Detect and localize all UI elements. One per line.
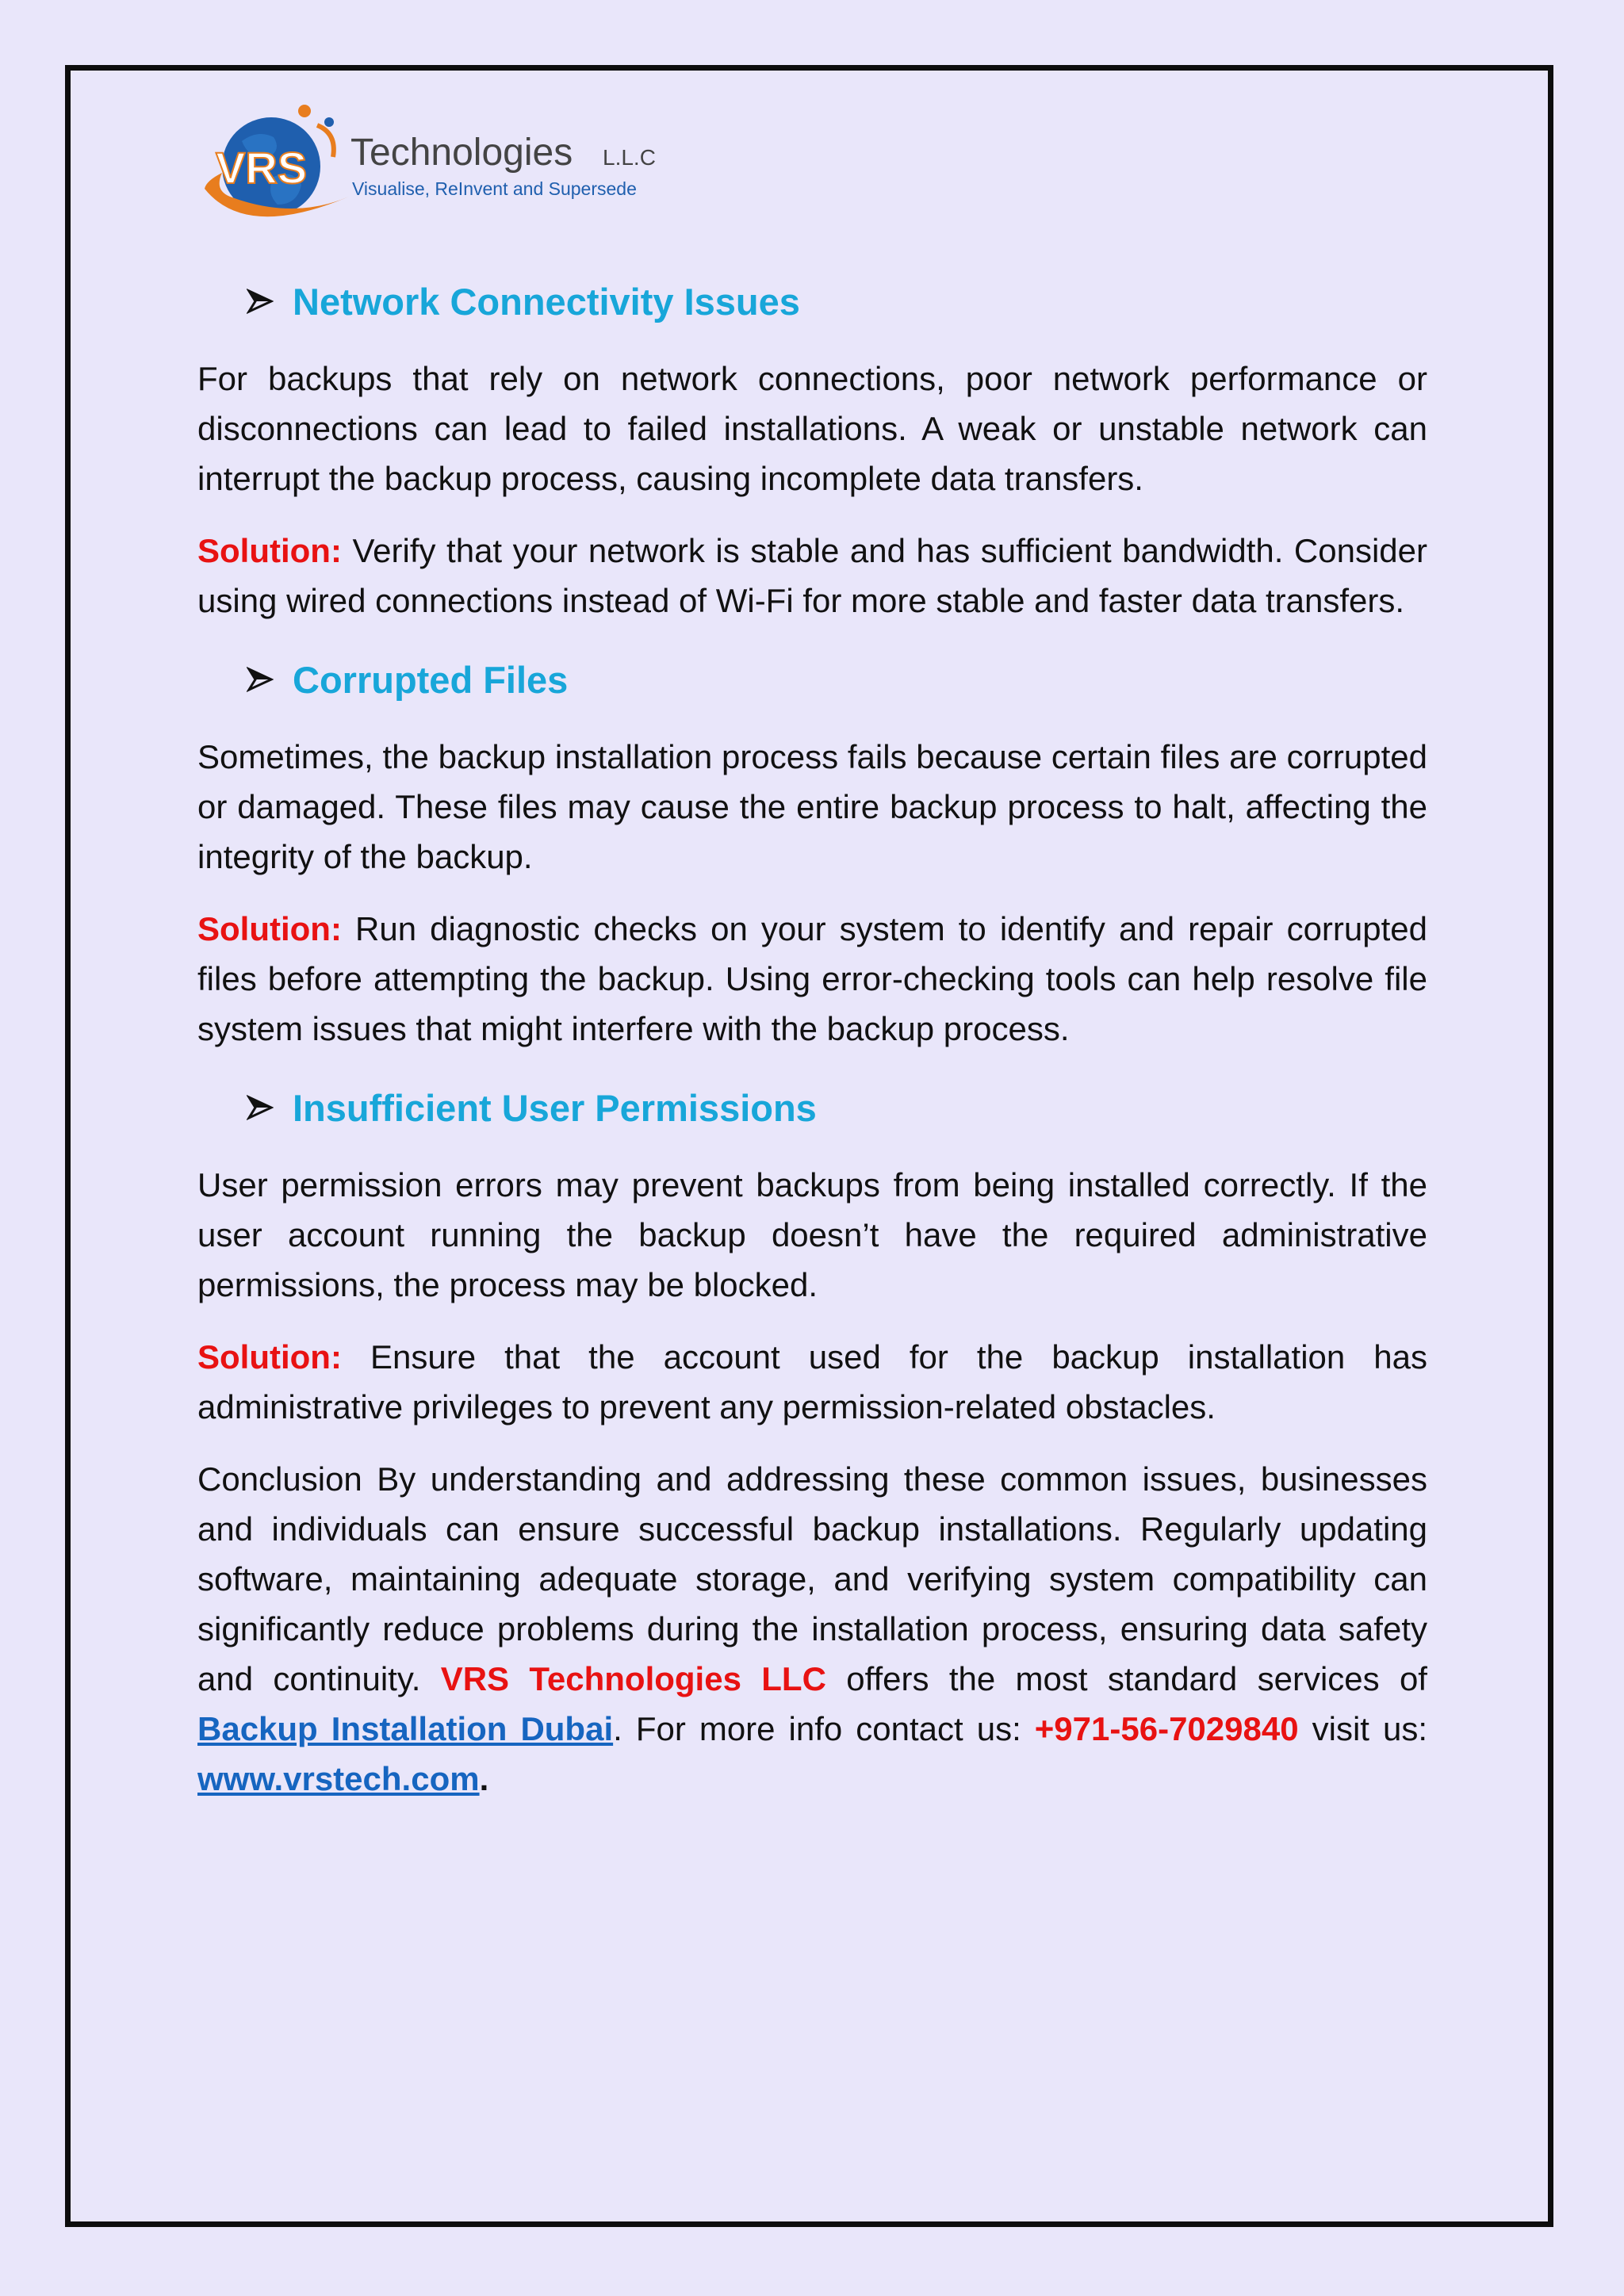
solution-label: Solution: xyxy=(197,532,342,569)
paragraph-corrupted-solution xyxy=(197,904,1427,1054)
orbit-dot-blue xyxy=(324,117,334,127)
conclusion-text: . For more info contact us: xyxy=(613,1710,1035,1747)
paragraph-corrupted-body: Sometimes, the backup installation process fails because certain files are corrupted or damaged. These files may cause the entire backup process to halt, affecting the integrity of the backup. xyxy=(197,738,1427,875)
section-heading xyxy=(247,270,1427,333)
heading-user-permissions: Insufficient User Permissions xyxy=(293,1086,817,1129)
document-body xyxy=(197,270,1427,1826)
conclusion-text: visit us: xyxy=(1298,1710,1427,1747)
logo-company: Technologies xyxy=(350,132,573,174)
paragraph-conclusion xyxy=(197,1454,1427,1804)
vrs-logo-graphic xyxy=(198,101,674,228)
heading-network-connectivity: Network Connectivity Issues xyxy=(293,280,800,323)
vrs-logo xyxy=(198,101,674,228)
paragraph-permissions-body: User permission errors may prevent backups from being installed correctly. If the user account running the backup doesn’t have the required administrative permissions, the process may be blocked. xyxy=(197,1166,1427,1303)
website-link[interactable]: www.vrstech.com xyxy=(197,1760,480,1797)
heading-corrupted-files: Corrupted Files xyxy=(293,658,569,701)
solution-label: Solution: xyxy=(197,910,342,947)
solution-label: Solution: xyxy=(197,1338,342,1376)
logo-tagline: Visualise, ReInvent and Supersede xyxy=(352,178,637,199)
conclusion-text: Conclusion By understanding and addressing these common issues, businesses and individuals can ensure successful backup installations. Regularly updating software, maintaining adequate storage, and verifying system compatibility can significantly reduce problems during the installation process, ensuring data safety and continuity. xyxy=(197,1460,1427,1697)
logo-suffix: L.L.C xyxy=(603,145,656,170)
company-name: VRS Technologies LLC xyxy=(440,1660,826,1697)
paragraph-permissions-solution xyxy=(197,1332,1427,1432)
orbit-dot-orange xyxy=(298,105,311,117)
paragraph-network-body: For backups that rely on network connections, poor network performance or disconnections can lead to failed installations. A weak or unstable network can interrupt the backup process, causing incomplete data transfers. xyxy=(197,360,1427,497)
paragraph-network-solution xyxy=(197,526,1427,626)
backup-installation-dubai-link[interactable]: Backup Installation Dubai xyxy=(197,1710,614,1747)
arrow-bullet-icon xyxy=(247,666,274,693)
conclusion-text: offers the most standard services of xyxy=(825,1660,1427,1697)
conclusion-period: . xyxy=(479,1760,489,1797)
phone-number: +971-56-7029840 xyxy=(1034,1710,1299,1747)
arrow-bullet-icon xyxy=(247,288,274,315)
section-heading xyxy=(247,1076,1427,1139)
logo-mark: VRS xyxy=(216,143,308,193)
arrow-bullet-icon xyxy=(247,1094,274,1121)
solution-text: Run diagnostic checks on your system to identify and repair corrupted files before attempting the backup. Using error-checking tools can help resolve file system issues that might interfere with the backup process. xyxy=(197,910,1427,1047)
section-heading xyxy=(247,648,1427,711)
solution-text: Verify that your network is stable and has sufficient bandwidth. Consider using wired connections instead of Wi-Fi for more stable and faster data transfers. xyxy=(197,532,1427,619)
solution-text: Ensure that the account used for the backup installation has administrative privileges to prevent any permission-related obstacles. xyxy=(197,1338,1427,1425)
